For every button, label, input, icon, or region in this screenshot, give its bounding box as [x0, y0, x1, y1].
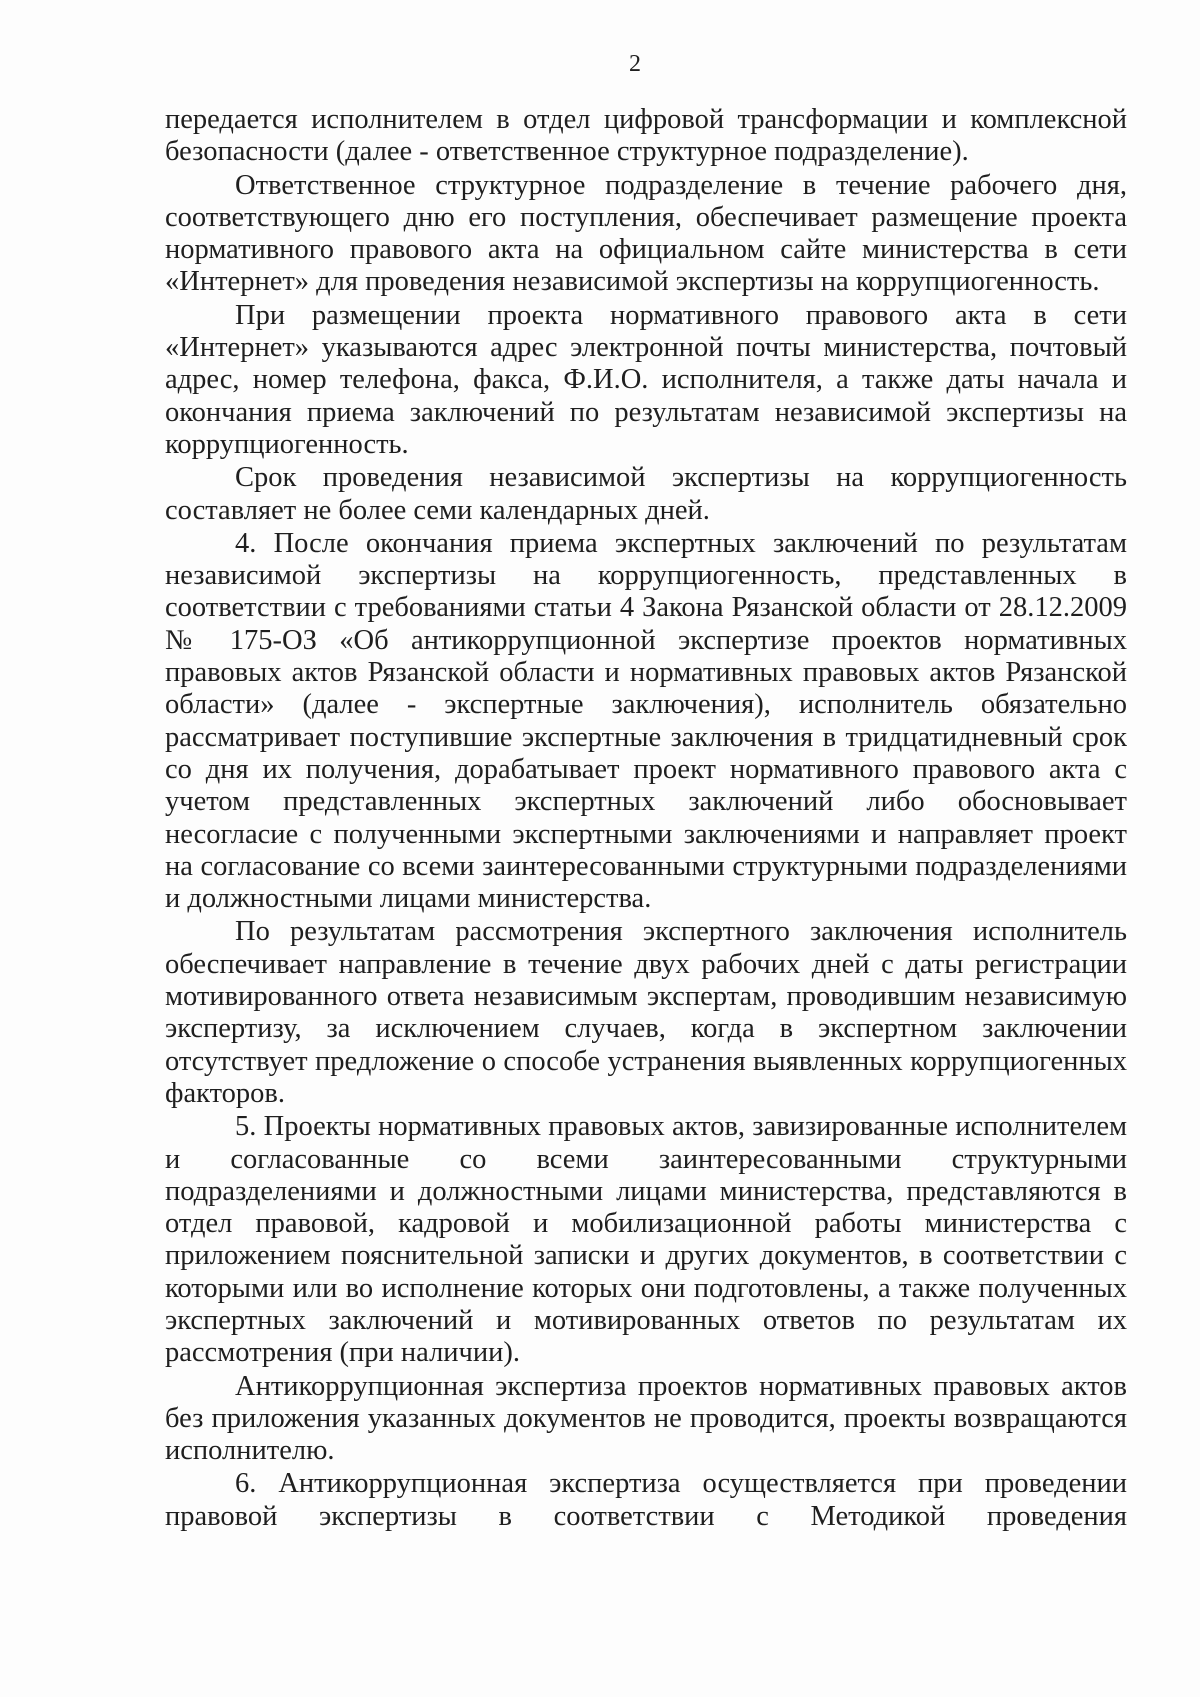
paragraph-responsible-unit: Ответственное структурное подразделение в течение рабочего дня, соответствующего дню его поступления, обеспечивает размещение проекта нормативного правового акта на официальном сайте министерства в сети «Интернет» для проведения независимой экспертизы на коррупциогенность.	[165, 169, 1127, 298]
paragraph-expertise-term: Срок проведения независимой экспертизы на коррупциогенность составляет не более семи календарных дней.	[165, 462, 1127, 526]
paragraph-item-4: 4. После окончания приема экспертных заключений по результатам независимой экспертизы на коррупциогенность, представленных в соответствии с требованиями статьи 4 Закона Рязанской области от 28.12.2009 № 175-ОЗ «Об антикоррупционной экспертизе проектов нормативных правовых актов Рязанской области и нормативных правовых актов Рязанской области» (далее - экспертные заключения), исполнитель обязательно рассматривает поступившие экспертные заключения в тридцатидневный срок со дня их получения, дорабатывает проект нормативного правового акта с учетом представленных экспертных заключений либо обосновывает несогласие с полученными экспертными заключениями и направляет проект на согласование со всеми заинтересованными структурными подразделениями и должностными лицами министерства.	[165, 527, 1127, 915]
page-number: 2	[629, 51, 641, 77]
paragraph-continuation: передается исполнителем в отдел цифровой трансформации и комплексной безопасности (далее - ответственное структурное подразделение).	[165, 104, 1127, 168]
document-body	[165, 104, 1127, 1534]
paragraph-item-6: 6. Антикоррупционная экспертиза осуществляется при проведении правовой экспертизы в соответствии с Методикой проведения	[165, 1468, 1127, 1532]
paragraph-no-documents: Антикоррупционная экспертиза проектов нормативных правовых актов без приложения указанных документов не проводится, проекты возвращаются исполнителю.	[165, 1370, 1127, 1467]
paragraph-item-5: 5. Проекты нормативных правовых актов, завизированные исполнителем и согласованные со всеми заинтересованными структурными подразделениями и должностными лицами министерства, представляются в отдел правовой, кадровой и мобилизационной работы министерства с приложением пояснительной записки и других документов, в соответствии с которыми или во исполнение которых они подготовлены, а также полученных экспертных заключений и мотивированных ответов по результатам их рассмотрения (при наличии).	[165, 1111, 1127, 1369]
paragraph-review-results: По результатам рассмотрения экспертного заключения исполнитель обеспечивает направление в течение двух рабочих дней с даты регистрации мотивированного ответа независимым экспертам, проводившим независимую экспертизу, за исключением случаев, когда в экспертном заключении отсутствует предложение о способе устранения выявленных коррупциогенных факторов.	[165, 916, 1127, 1109]
paragraph-internet-posting: При размещении проекта нормативного правового акта в сети «Интернет» указываются адрес электронной почты министерства, почтовый адрес, номер телефона, факса, Ф.И.О. исполнителя, а также даты начала и окончания приема заключений по результатам независимой экспертизы на коррупциогенность.	[165, 299, 1127, 460]
